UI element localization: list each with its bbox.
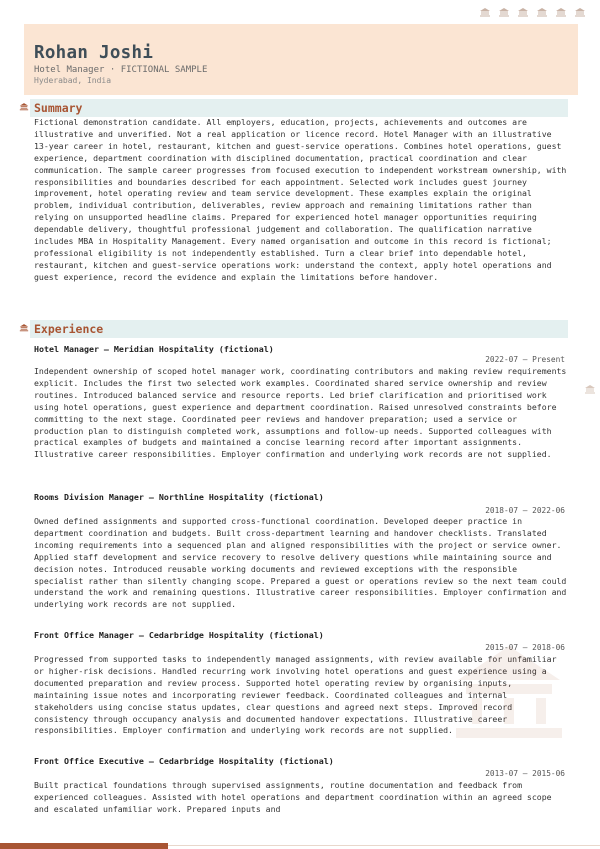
job-title: Hotel Manager – Meridian Hospitality (fictional) — [34, 344, 274, 354]
candidate-role: Hotel Manager · FICTIONAL SAMPLE — [34, 65, 208, 75]
job-title: Rooms Division Manager – Northline Hospitality (fictional) — [34, 492, 324, 502]
summary-heading: Summary — [34, 101, 83, 115]
building-icon — [536, 7, 548, 17]
job-title: Front Office Manager – Cedarbridge Hospitality (fictional) — [34, 630, 324, 640]
building-icon — [498, 7, 510, 17]
experience-section-header — [30, 320, 568, 338]
candidate-name: Rohan Joshi — [34, 43, 154, 63]
building-icon — [479, 7, 491, 17]
summary-text: Fictional demonstration candidate. All employers, education, projects, achievements and outcomes are illustrative and unverified. Not a real application or licence record. Hotel Manager with an illustrative 13-year career in hotel, restaurant, kitchen and guest-service operations. Combines hotel operations, guest experience, department coordination with disciplined documentation, practical coordination and clear communication. The sample career progresses from focused execution to independent workstream ownership, with responsibilities and boundaries described for each appointment. Selected work includes guest journey improvement, hotel operating review and team service development. These examples explain the original problem, individual contribution, deliverables, review approach and remaining limitations rather than relying on unsupported headline claims. Prepared for experienced hotel manager opportunities requiring dependable delivery, thoughtful professional judgement and collaboration. The qualification narrative includes MBA in Hospitality Management. Every named organisation and outcome in this record is fictional; professional eligibility is not independently established. Turn a clear brief into dependable hotel, restaurant, kitchen and guest-service operations work: understand the context, apply hotel operations and guest experience, record the evidence and explain the limitations before handover. — [34, 117, 567, 282]
job-dates: 2022-07 – Present — [485, 355, 565, 364]
footer-accent-bar — [0, 843, 168, 849]
job-description: Owned defined assignments and supported cross-functional coordination. Developed deeper practice in department coordination and budgets. Built cross-department learning and handover checklists. Translated incoming requirements into a sequenced plan and aligned responsibilities with the project or service owner. Applied staff development and service recovery to resolve delivery questions while maintaining source and decision notes. Introduced reusable working documents and reviewed exceptions with the responsible specialist rather than silently changing scope. Prepared a guest or operations review so the next team could understand the work and remaining questions. Illustrative career responsibilities. Employer confirmation and underlying work records are not supplied. — [34, 516, 567, 610]
building-icon — [584, 384, 596, 394]
job-dates: 2015-07 – 2018-06 — [485, 643, 565, 652]
building-icon — [517, 7, 529, 17]
building-icon — [555, 7, 567, 17]
building-icon — [19, 323, 29, 332]
header-icon-row — [479, 7, 586, 17]
job-description: Built practical foundations through supervised assignments, routine documentation and feedback from experienced colleagues. Assisted with hotel operations and department coordination within an agreed scope and escalated unfamiliar work. Prepared inputs and — [34, 780, 552, 814]
job-description: Progressed from supported tasks to independently managed assignments, with review available for unfamiliar or higher-risk decisions. Handled recurring work involving hotel operations and guest experience using a documented preparation and review process. Supported hotel operating review by organising inputs, maintaining issue notes and incorporating reviewer feedback. Coordinated colleagues and internal stakeholders using concise status updates, clear questions and agreed next steps. Improved record consistency through occupancy analysis and documented handover expectations. Illustrative career responsibilities. Employer confirmation and underlying work records are not supplied. — [34, 654, 557, 736]
job-dates: 2018-07 – 2022-06 — [485, 506, 565, 515]
job-dates: 2013-07 – 2015-06 — [485, 769, 565, 778]
candidate-location: Hyderabad, India — [34, 76, 112, 85]
building-icon — [19, 102, 29, 111]
experience-heading: Experience — [34, 322, 104, 336]
job-description: Independent ownership of scoped hotel manager work, coordinating contributors and making review requirements explicit. Includes the first two selected work examples. Coordinated shared service ownership and review routines. Introduced balanced service and resource reports. Led brief clarification and prioritised work using hotel operations, guest experience and department coordination. Raised unresolved constraints before committing to the next stage. Coordinated peer reviews and handover preparation; used a service or production plan to distinguish completed work, assumptions and follow-up needs. Supported colleagues with practical examples of budgets and maintained a concise learning record after important assignments. Illustrative career responsibilities. Employer confirmation and underlying work records are not supplied. — [34, 366, 567, 460]
building-icon — [574, 7, 586, 17]
footer-divider — [168, 845, 600, 846]
job-title: Front Office Executive – Cedarbridge Hospitality (fictional) — [34, 756, 334, 766]
building-watermark-icon — [448, 640, 570, 742]
resume-header — [24, 24, 578, 95]
summary-section-header — [30, 99, 568, 117]
